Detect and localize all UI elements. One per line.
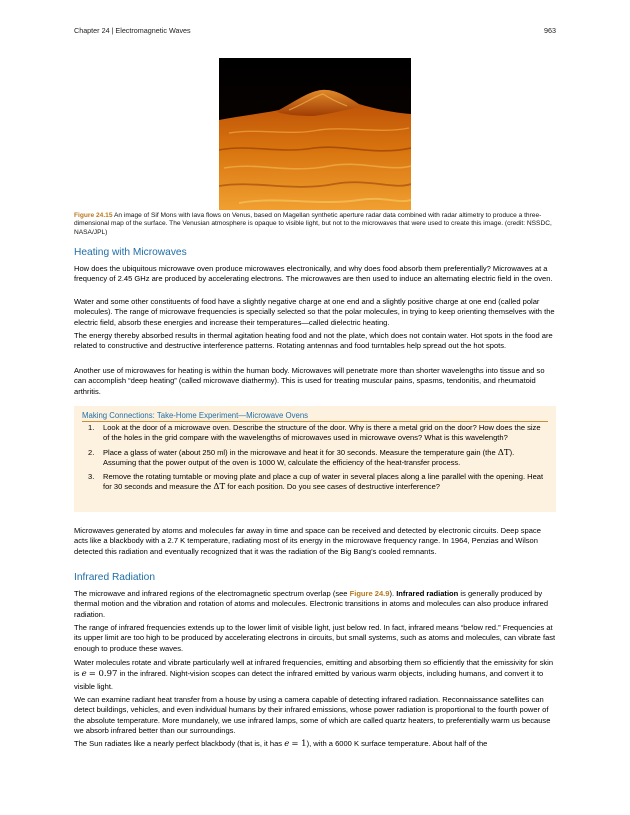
paragraph-text: ). [389, 589, 395, 598]
paragraph: We can examine radiant heat transfer from a house by using a camera capable of detecting infrared radiation. Reconnaissance satellites can detect buildings, vehicles, and even individual humans by their infrared emissions, whose power radiation is proportional to the fourth power of the absolute temperature. More mundanely, we use infrared lamps, some of which are called quartz heaters, to preferentially warm us because we absorb infrared better than our surroundings. [74, 695, 551, 735]
paragraph-text: ), with a 6000 K surface temperature. About half of the [306, 739, 488, 748]
list-item [74, 448, 548, 469]
list-item-number: 3. [88, 472, 95, 482]
list-item-text: for each position. Do you see cases of destructive interference? [227, 482, 440, 492]
paragraph: How does the ubiquitous microwave oven produce microwaves electronically, and why does food absorb them preferentially? Microwaves at a frequency of 2.45 GHz are produced by accelerating electrons. The microwaves are then used to induce an alternating electric field in the oven. [74, 264, 553, 284]
paragraph-text: in the infrared. Night-vision scopes can detect the infrared emitted by various warm objects, including humans, and convert it to visible light. [74, 669, 544, 691]
math-delta-t: ΔT [213, 482, 226, 493]
figure-label: Figure 24.15 [74, 212, 113, 219]
paragraph: The range of infrared frequencies extends up to the lower limit of visible light, just below red. In fact, infrared means “below red.” Frequencies at its upper limit are too high to be produced by accelerating electrons in circuits, but small systems, such as atoms and molecules, can vibrate fast enough to produce these waves. [74, 623, 556, 653]
paragraph: Water and some other constituents of food have a slightly negative charge at one end and a slightly positive charge at one end (called polar molecules). The range of microwave frequencies is specially selected so that the polar molecules, in trying to keep orienting themselves with the electric field, absorb these energies and increase their temperatures—called dielectric heating. [74, 297, 555, 327]
list-item-text: Remove the rotating turntable or moving plate and place a cup of water in several places along a line parallel with the opening. Heat for 30 seconds and measure the [103, 472, 544, 492]
running-header-chapter: Chapter 24 | Electromagnetic Waves [74, 26, 191, 35]
paragraph: Another use of microwaves for heating is within the human body. Microwaves will penetrate more than shorter wavelengths into tissue and so can accomplish “deep heating” (called microwave diathermy). This is used for treating muscular pains, spasms, tendonitis, and rheumatoid arthritis. [74, 366, 545, 396]
math-delta-t: ΔT [497, 447, 510, 458]
figure-24-9-link[interactable]: Figure 24.9 [349, 589, 390, 598]
figure-caption [74, 212, 556, 237]
paragraph: The energy thereby absorbed results in thermal agitation heating food and not the plate, which does not contain water. Hot spots in the food are related to constructive and destructive interference patterns. Rotating antennas and food turntables help spread out the hot spots. [74, 331, 553, 351]
heading-infrared-radiation: Infrared Radiation [74, 572, 155, 583]
paragraph-text: The microwave and infrared regions of the electromagnetic spectrum overlap (see [74, 589, 348, 598]
box-title-rule [82, 421, 548, 422]
venus-sif-mons-image [219, 58, 411, 210]
paragraph: Microwaves generated by atoms and molecules far away in time and space can be received and detected by electronic circuits. Deep space acts like a blackbody with a 2.7 K temperature, radiating most of its energy in the microwave frequency range. In 1964, Penzias and Wilson detected this radiation and eventually recognized that it was the radiation of the Big Bang’s cooled remnants. [74, 526, 541, 556]
list-item-text: ). Assuming that the power output of the oven is 1000 W, calculate the efficiency of the heat-transfer process. [103, 447, 515, 467]
math-emissivity-var: e [81, 669, 87, 680]
page-number: 963 [544, 26, 556, 35]
figure-caption-text: An image of Sif Mons with lava flows on Venus, based on Magellan synthetic aperture radar data combined with radar altimetry to produce a three-dimensional map of the surface. The Venusian atmosphere is opaque to visible light, but not to the microwaves that were used to create this image. (credit: NSSDC, NASA/JPL) [74, 212, 552, 236]
experiment-steps-list [74, 423, 548, 497]
math-emissivity-value: = 0.97 [88, 669, 118, 680]
paragraph [74, 589, 556, 620]
list-item-text: Place a glass of water (about 250 ml) in the microwave and heat it for 30 seconds. Measure the temperature gain (the [103, 447, 496, 457]
heading-heating-with-microwaves: Heating with Microwaves [74, 247, 187, 258]
paragraph [74, 657, 556, 692]
paragraph-text: Water molecules rotate and vibrate particularly well at infrared frequencies, emitting and absorbing them so efficiently that the emissivity for skin is [74, 658, 554, 679]
box-title: Making Connections: Take-Home Experiment—Microwave Ovens [82, 411, 309, 420]
making-connections-box [74, 406, 556, 512]
paragraph-text: The Sun radiates like a nearly perfect blackbody (that is, it has [74, 739, 283, 748]
list-item [74, 423, 548, 444]
list-item-number: 1. [88, 423, 95, 432]
math-emissivity-value: = 1 [291, 739, 307, 749]
list-item-number: 2. [88, 447, 95, 457]
term-infrared-radiation: Infrared radiation [396, 589, 459, 598]
math-emissivity-var: e [284, 739, 290, 749]
paragraph [74, 739, 556, 749]
paragraph-text: is generally produced by thermal motion and the vibration and rotation of atoms and molecules. Electronic transitions in atoms and molecules can also produce infrared radiation. [74, 589, 549, 619]
list-item [74, 472, 548, 493]
list-item-text: Look at the door of a microwave oven. Describe the structure of the door. Why is there a metal grid on the door? How does the size of the holes in the grid compare with the wavelengths of microwaves used in microwave ovens? What is this wavelength? [103, 423, 541, 443]
